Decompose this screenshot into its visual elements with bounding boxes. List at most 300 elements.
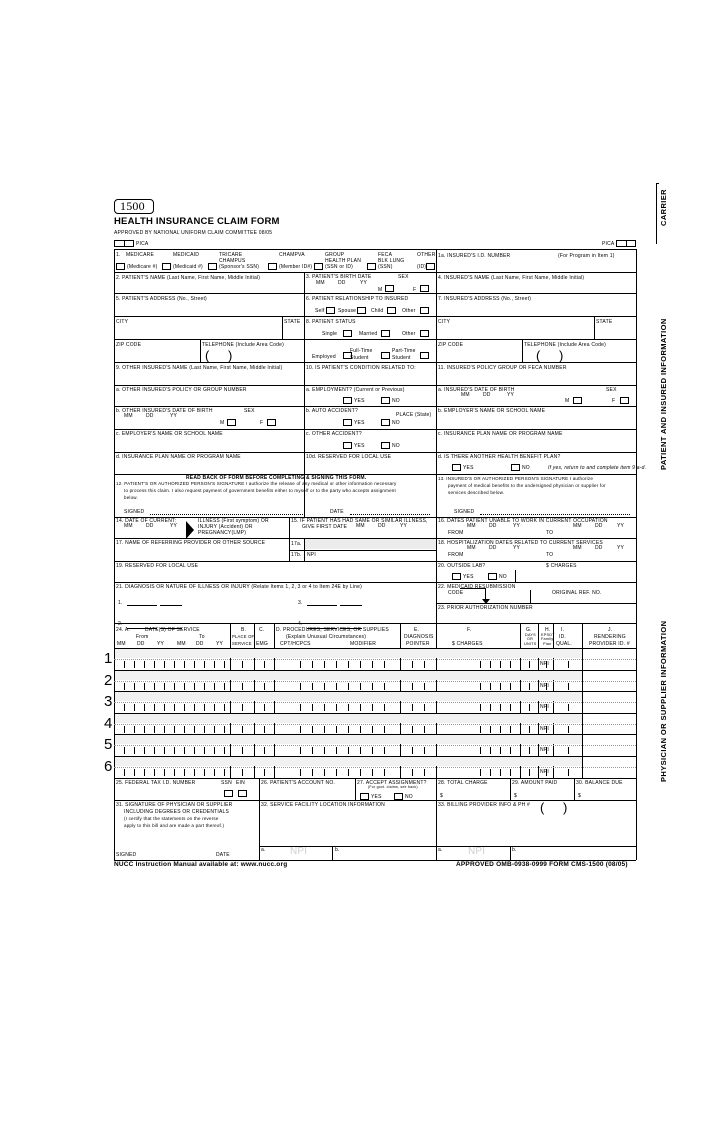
service-line-tick xyxy=(154,747,155,754)
rule xyxy=(114,272,636,273)
service-line-tick xyxy=(360,726,361,733)
service-line-npi: NPI xyxy=(540,769,549,775)
service-line-tick xyxy=(134,726,135,733)
other-status-checkbox[interactable] xyxy=(420,330,429,337)
f25-ein: EIN xyxy=(236,780,245,786)
service-line-tick xyxy=(480,726,481,733)
part-time-label: Part-Time xyxy=(392,348,416,354)
other-checkbox[interactable] xyxy=(426,263,435,270)
f33-a: a. xyxy=(438,847,443,853)
service-line-mid xyxy=(114,659,636,660)
f16-label: 16. DATES PATIENT UNABLE TO WORK IN CURRENT OCCUPATION xyxy=(438,518,608,524)
f3-m-checkbox[interactable] xyxy=(385,285,394,292)
l24-epsdt: EPSDT xyxy=(541,633,555,637)
f10a-no: NO xyxy=(392,398,400,404)
l24-qual: QUAL. xyxy=(556,641,573,647)
l24-i: I. xyxy=(561,627,565,633)
f33-ab-line xyxy=(436,846,636,847)
f10c-yes-checkbox[interactable] xyxy=(343,442,352,449)
service-line-tick xyxy=(214,661,215,668)
carrier-tick xyxy=(656,183,659,184)
f30-dollar: $ xyxy=(578,793,581,799)
col-div xyxy=(522,339,523,362)
full-time-label: Full-Time xyxy=(350,348,373,354)
service-line-tick xyxy=(480,683,481,690)
service-line-tick xyxy=(224,726,225,733)
service-line-tick xyxy=(324,726,325,733)
f11a-label: a. INSURED'S DATE OF BIRTH xyxy=(438,387,515,393)
f18-yy: YY xyxy=(513,545,521,551)
single-checkbox[interactable] xyxy=(343,330,352,337)
f3-f-checkbox[interactable] xyxy=(420,285,429,292)
champva-checkbox[interactable] xyxy=(268,263,277,270)
service-line-tick xyxy=(490,704,491,711)
service-line-tick xyxy=(312,769,313,776)
f13-line2: payment of medical benefits to the undersigned physician or supplier for xyxy=(448,483,606,488)
service-line-shade xyxy=(115,649,582,658)
f22-div xyxy=(530,590,531,603)
tel-paren-open: ( xyxy=(205,348,210,363)
f32-ab-div xyxy=(332,846,333,860)
f11a-f: F xyxy=(612,398,616,404)
f10b-no-checkbox[interactable] xyxy=(381,419,390,426)
diag1-line2 xyxy=(160,605,182,606)
f17b-npi: NPI xyxy=(307,552,316,558)
f19-label: 19. RESERVED FOR LOCAL USE xyxy=(116,563,199,569)
l24-yy2: YY xyxy=(216,641,224,647)
service-line-tick xyxy=(164,704,165,711)
f16-yy2: YY xyxy=(617,523,625,529)
service-line-tick xyxy=(124,704,125,711)
f16-mm: MM xyxy=(467,523,476,529)
married-label: Married xyxy=(359,331,378,337)
service-line-tick xyxy=(510,683,511,690)
diag1-line xyxy=(127,605,157,606)
medicare-checkbox[interactable] xyxy=(116,263,125,270)
f9b-sex: SEX xyxy=(244,408,255,414)
f10b-label: b. AUTO ACCIDENT? xyxy=(306,408,358,414)
f3-sex: SEX xyxy=(398,274,409,280)
service-line-tick xyxy=(412,683,413,690)
service-line-tick xyxy=(384,683,385,690)
f32-ab-line xyxy=(259,846,436,847)
f12-date-line xyxy=(350,514,430,515)
service-line-tick xyxy=(510,747,511,754)
service-line-tick xyxy=(300,661,301,668)
f9c-label: c. EMPLOYER'S NAME OR SCHOOL NAME xyxy=(116,431,223,437)
service-line-tick xyxy=(184,726,185,733)
f11a-dd: DD xyxy=(483,392,491,398)
bottom-col xyxy=(355,778,356,800)
f11c-label: c. INSURANCE PLAN NAME OR PROGRAM NAME xyxy=(438,431,563,437)
ssn-label: (SSN) xyxy=(378,264,393,270)
service-line-tick xyxy=(242,769,243,776)
f11d-yes-checkbox[interactable] xyxy=(452,464,461,471)
service-line-tick xyxy=(184,704,185,711)
footer-left: NUCC Instruction Manual available at: www.nucc.org xyxy=(114,861,288,868)
f22-label: 22. MEDICAID RESUBMISSION xyxy=(438,584,516,590)
spouse-label: Spouse xyxy=(338,308,357,314)
f3-yy: YY xyxy=(360,280,368,286)
ein-checkbox[interactable] xyxy=(238,790,247,797)
l24-d2: (Explain Unusual Circumstances) xyxy=(286,634,367,640)
service-line-tick xyxy=(300,747,301,754)
f10a-yes-checkbox[interactable] xyxy=(343,397,352,404)
other-rel-checkbox[interactable] xyxy=(420,307,429,314)
service-line-tick xyxy=(510,769,511,776)
pica-left-div xyxy=(124,240,125,247)
l24-j: J. xyxy=(608,627,613,633)
service-line-tick xyxy=(184,683,185,690)
l24-c: C. xyxy=(259,627,265,633)
rule xyxy=(114,406,636,407)
service-line-tick xyxy=(372,726,373,733)
rule xyxy=(114,385,636,386)
f9b-mm: MM xyxy=(124,413,133,419)
f17a-shade xyxy=(305,539,436,549)
f10a-no-checkbox[interactable] xyxy=(381,397,390,404)
service-line-tick xyxy=(336,769,337,776)
service-line-tick xyxy=(224,704,225,711)
service-line-tick xyxy=(312,704,313,711)
l24-col xyxy=(582,623,583,778)
l24-dates: DATE(S) OF SERVICE xyxy=(145,627,200,633)
f33-paren-close: ) xyxy=(563,800,568,815)
f16-to: TO xyxy=(546,530,554,536)
f20-div xyxy=(515,570,516,582)
f20-no: NO xyxy=(499,574,507,580)
l24-emg: EMG xyxy=(256,641,268,647)
employed-checkbox[interactable] xyxy=(343,352,352,359)
f12-sign-line xyxy=(150,514,305,515)
l24-h: H. xyxy=(545,627,551,633)
service-line-tick xyxy=(500,747,501,754)
service-line-shade xyxy=(115,757,582,766)
single-label: Single xyxy=(322,331,338,337)
f21-label: 21. DIAGNOSIS OR NATURE OF ILLNESS OR INJURY (Relate Items 1, 2, 3 or 4 to Item 24E by Line) xyxy=(116,584,362,590)
f10c-no-checkbox[interactable] xyxy=(381,442,390,449)
service-line-tick xyxy=(164,661,165,668)
service-line-tick xyxy=(300,769,301,776)
group-checkbox[interactable] xyxy=(314,263,323,270)
service-line-tick xyxy=(480,747,481,754)
service-line-npi: NPI xyxy=(540,682,549,689)
f10c-no: NO xyxy=(392,443,400,449)
f1a-label: 1a. INSURED'S I.D. NUMBER xyxy=(438,253,511,259)
service-line-tick xyxy=(300,704,301,711)
rule xyxy=(114,561,636,562)
service-line-tick xyxy=(490,747,491,754)
service-line-tick xyxy=(204,769,205,776)
f11d-no-checkbox[interactable] xyxy=(511,464,520,471)
service-line-tick xyxy=(384,769,385,776)
f9b-f-checkbox[interactable] xyxy=(267,419,276,426)
service-line-npi: NPI xyxy=(540,725,549,732)
l24-mm: MM xyxy=(117,641,126,647)
f3-dd: DD xyxy=(338,280,346,286)
f14-dd: DD xyxy=(146,523,154,529)
service-line-tick xyxy=(144,661,145,668)
f20-label: 20. OUTSIDE LAB? xyxy=(438,563,486,569)
f16-dd: DD xyxy=(489,523,497,529)
id-label: (ID) xyxy=(417,264,427,270)
part-time-student: Student xyxy=(392,355,411,361)
service-line-tick xyxy=(204,747,205,754)
f22-orig: ORIGINAL REF. NO. xyxy=(552,590,602,596)
f14-label: 14. DATE OF CURRENT: xyxy=(116,518,177,524)
f33-paren-open: ( xyxy=(540,800,545,815)
service-line-tick xyxy=(174,683,175,690)
f32-a: a. xyxy=(261,847,266,853)
rule xyxy=(114,582,636,583)
service-line-number: 2 xyxy=(104,671,113,689)
service-line-tick xyxy=(242,683,243,690)
f10a-yes: YES xyxy=(354,398,365,404)
service-line-tick xyxy=(204,704,205,711)
part-time-checkbox[interactable] xyxy=(420,352,429,359)
f10b-yes-checkbox[interactable] xyxy=(343,419,352,426)
f10d-label: 10d. RESERVED FOR LOCAL USE xyxy=(306,454,392,460)
bottom-col xyxy=(574,778,575,800)
service-line-tick xyxy=(336,704,337,711)
service-line-tick xyxy=(194,661,195,668)
f16-yy: YY xyxy=(513,523,521,529)
f9b-m-checkbox[interactable] xyxy=(227,419,236,426)
child-checkbox[interactable] xyxy=(387,307,396,314)
service-line-tick xyxy=(336,661,337,668)
medicaid-no-label: (Medicaid #) xyxy=(173,264,203,270)
f27-no-checkbox[interactable] xyxy=(394,793,403,800)
l24-plan: Plan xyxy=(543,642,552,646)
service-line-tick xyxy=(194,726,195,733)
service-line-tick xyxy=(144,704,145,711)
service-line-bottom xyxy=(114,778,636,779)
f12-line3: below. xyxy=(124,495,138,500)
l24-days: DAYS xyxy=(525,633,536,637)
medicaid-checkbox[interactable] xyxy=(162,263,171,270)
patient-side-label: PATIENT AND INSURED INFORMATION xyxy=(659,318,668,470)
l24-to: To xyxy=(199,634,205,640)
service-line-tick xyxy=(490,683,491,690)
f14-preg: PREGNANCY(LMP) xyxy=(198,530,247,536)
f27-yes-checkbox[interactable] xyxy=(360,793,369,800)
service-line-tick xyxy=(490,726,491,733)
service-line-tick xyxy=(194,683,195,690)
footer-right: APPROVED OMB-0938-0999 FORM CMS-1500 (08/05) xyxy=(456,861,628,868)
f11a-f-checkbox[interactable] xyxy=(620,397,629,404)
f17a: 17a. xyxy=(291,541,302,547)
service-line-mid xyxy=(114,724,636,725)
self-checkbox[interactable] xyxy=(326,307,335,314)
service-line-tick xyxy=(242,726,243,733)
f20-no-checkbox[interactable] xyxy=(488,573,497,580)
service-line-tick xyxy=(124,726,125,733)
service-line-tick xyxy=(412,661,413,668)
service-line-tick xyxy=(360,661,361,668)
f11a-m-checkbox[interactable] xyxy=(573,397,582,404)
f31-line3: (I certify that the statements on the reverse xyxy=(124,816,219,821)
feca-checkbox[interactable] xyxy=(367,263,376,270)
f11a-sex: SEX xyxy=(606,387,617,393)
f15-mm: MM xyxy=(356,523,365,529)
service-line-tick xyxy=(144,683,145,690)
f15-yy: YY xyxy=(400,523,408,529)
l24-fch: $ CHARGES xyxy=(452,641,483,647)
service-line-tick xyxy=(424,661,425,668)
service-line-tick xyxy=(174,747,175,754)
service-line-tick xyxy=(336,726,337,733)
tricare-checkbox[interactable] xyxy=(208,263,217,270)
service-line-tick xyxy=(424,683,425,690)
service-line-tick xyxy=(424,704,425,711)
f10b-yes: YES xyxy=(354,420,365,426)
service-line-tick xyxy=(500,769,501,776)
f14-yy: YY xyxy=(170,523,178,529)
service-line-tick xyxy=(264,683,265,690)
f12-signed: SIGNED xyxy=(124,509,145,515)
service-line-tick xyxy=(324,683,325,690)
f14-arrow xyxy=(186,521,194,539)
rule xyxy=(436,603,636,604)
employed-label: Employed xyxy=(312,354,336,360)
f7-label: 7. INSURED'S ADDRESS (No., Street) xyxy=(438,296,532,302)
service-line-tick xyxy=(312,747,313,754)
f15-label: 15. IF PATIENT HAS HAD SAME OR SIMILAR ILLNESS, xyxy=(291,518,428,524)
service-line-tick xyxy=(360,704,361,711)
carrier-label: CARRIER xyxy=(659,189,668,226)
service-line-tick xyxy=(424,769,425,776)
service-line-tick xyxy=(348,726,349,733)
col-div xyxy=(289,517,290,561)
service-line-tick xyxy=(154,704,155,711)
f28-label: 28. TOTAL CHARGE xyxy=(438,780,488,786)
col-div xyxy=(282,316,283,339)
f27-no: NO xyxy=(405,794,413,800)
f18-mm2: MM xyxy=(573,545,582,551)
service-line-tick xyxy=(214,769,215,776)
spouse-checkbox[interactable] xyxy=(357,307,366,314)
f32-npi: NPI xyxy=(290,846,308,857)
f20-yes-checkbox[interactable] xyxy=(452,573,461,580)
f16-from: FROM xyxy=(448,530,464,536)
service-line-tick xyxy=(412,769,413,776)
l24-provider: PROVIDER ID. # xyxy=(589,641,630,647)
state-label: STATE xyxy=(284,319,301,325)
l24-place: PLACE OF xyxy=(232,634,255,639)
f15-dd: DD xyxy=(378,523,386,529)
f3-m: M xyxy=(378,287,383,293)
f11d-yes: YES xyxy=(463,465,474,471)
service-line-tick xyxy=(384,661,385,668)
service-line-tick xyxy=(134,661,135,668)
other-label: OTHER xyxy=(417,252,436,258)
service-line-tick xyxy=(312,726,313,733)
full-time-checkbox[interactable] xyxy=(381,352,390,359)
service-line-tick xyxy=(529,769,530,776)
service-line-tick xyxy=(372,769,373,776)
col-div xyxy=(200,339,201,362)
f9b-m: M xyxy=(220,420,225,426)
f3-label: 3. PATIENT'S BIRTH DATE xyxy=(306,274,372,280)
f23-label: 23. PRIOR AUTHORIZATION NUMBER xyxy=(438,605,533,611)
service-line-tick xyxy=(164,769,165,776)
service-line-tick xyxy=(529,661,530,668)
service-line-tick xyxy=(194,747,195,754)
service-line-tick xyxy=(154,683,155,690)
f27-note: (For govt. claims, see back) xyxy=(368,785,418,789)
service-line-tick xyxy=(348,747,349,754)
service-line-tick xyxy=(529,704,530,711)
medicare-label: MEDICARE xyxy=(126,252,154,258)
service-line-tick xyxy=(134,704,135,711)
f33-npi: NPI xyxy=(468,846,486,857)
service-line-tick xyxy=(348,683,349,690)
service-line-tick xyxy=(336,747,337,754)
l24-d: D. PROCEDURES, SERVICES, OR SUPPLIES xyxy=(276,627,389,633)
f10-label: 10. IS PATIENT'S CONDITION RELATED TO: xyxy=(306,365,416,371)
f14-mm: MM xyxy=(124,523,133,529)
service-line-tick xyxy=(568,661,569,668)
f21-d2: 2. xyxy=(118,621,123,627)
col-div xyxy=(436,249,437,517)
f10c-label: c. OTHER ACCIDENT? xyxy=(306,431,362,437)
form-number: 1500 xyxy=(120,199,145,213)
diag3-line2 xyxy=(340,605,362,606)
l24-diag: DIAGNOSIS xyxy=(404,634,434,640)
service-line-shade xyxy=(115,735,582,744)
f9-label: 9. OTHER INSURED'S NAME (Last Name, First Name, Middle Initial) xyxy=(116,365,283,371)
service-line-shade xyxy=(115,671,582,680)
service-line-tick xyxy=(144,726,145,733)
rule xyxy=(114,339,636,340)
service-line-tick xyxy=(124,661,125,668)
f8-label: 8. PATIENT STATUS xyxy=(306,319,356,325)
pica-left: PICA xyxy=(136,241,149,247)
f18-dd: DD xyxy=(489,545,497,551)
f31-line2: INCLUDING DEGREES OR CREDENTIALS xyxy=(124,809,230,815)
f18-to: TO xyxy=(546,552,554,558)
l24-mm2: MM xyxy=(177,641,186,647)
service-line-tick xyxy=(164,726,165,733)
l24-yy: YY xyxy=(157,641,165,647)
service-line-tick xyxy=(348,661,349,668)
approved-line: APPROVED BY NATIONAL UNIFORM CLAIM COMMITTEE 08/05 xyxy=(114,230,273,236)
f16-dd2: DD xyxy=(595,523,603,529)
f13-line1: 13. INSURED'S OR AUTHORIZED PERSON'S SIGNATURE I authorize xyxy=(438,476,594,481)
service-line-tick xyxy=(174,704,175,711)
service-line-tick xyxy=(164,683,165,690)
service-line-tick xyxy=(510,726,511,733)
service-line-tick xyxy=(490,769,491,776)
married-checkbox[interactable] xyxy=(381,330,390,337)
f2-label: 2. PATIENT'S NAME (Last Name, First Name, Middle Initial) xyxy=(116,275,261,281)
service-line-tick xyxy=(204,726,205,733)
service-line-tick xyxy=(510,704,511,711)
f12-line2: to process this claim. I also request payment of government benefits either to myself or to the party who accepts assignment xyxy=(124,488,396,493)
f9b-dd: DD xyxy=(146,413,154,419)
service-line-tick xyxy=(372,661,373,668)
col-div xyxy=(594,316,595,339)
l24-from: From xyxy=(136,634,149,640)
service-line-tick xyxy=(242,661,243,668)
service-line-tick xyxy=(372,704,373,711)
ssn-checkbox[interactable] xyxy=(224,790,233,797)
f11d-no: NO xyxy=(522,465,530,471)
service-line-tick xyxy=(242,704,243,711)
feca-label: FECA xyxy=(378,252,393,258)
rule xyxy=(114,800,636,801)
frame-right xyxy=(636,249,637,860)
